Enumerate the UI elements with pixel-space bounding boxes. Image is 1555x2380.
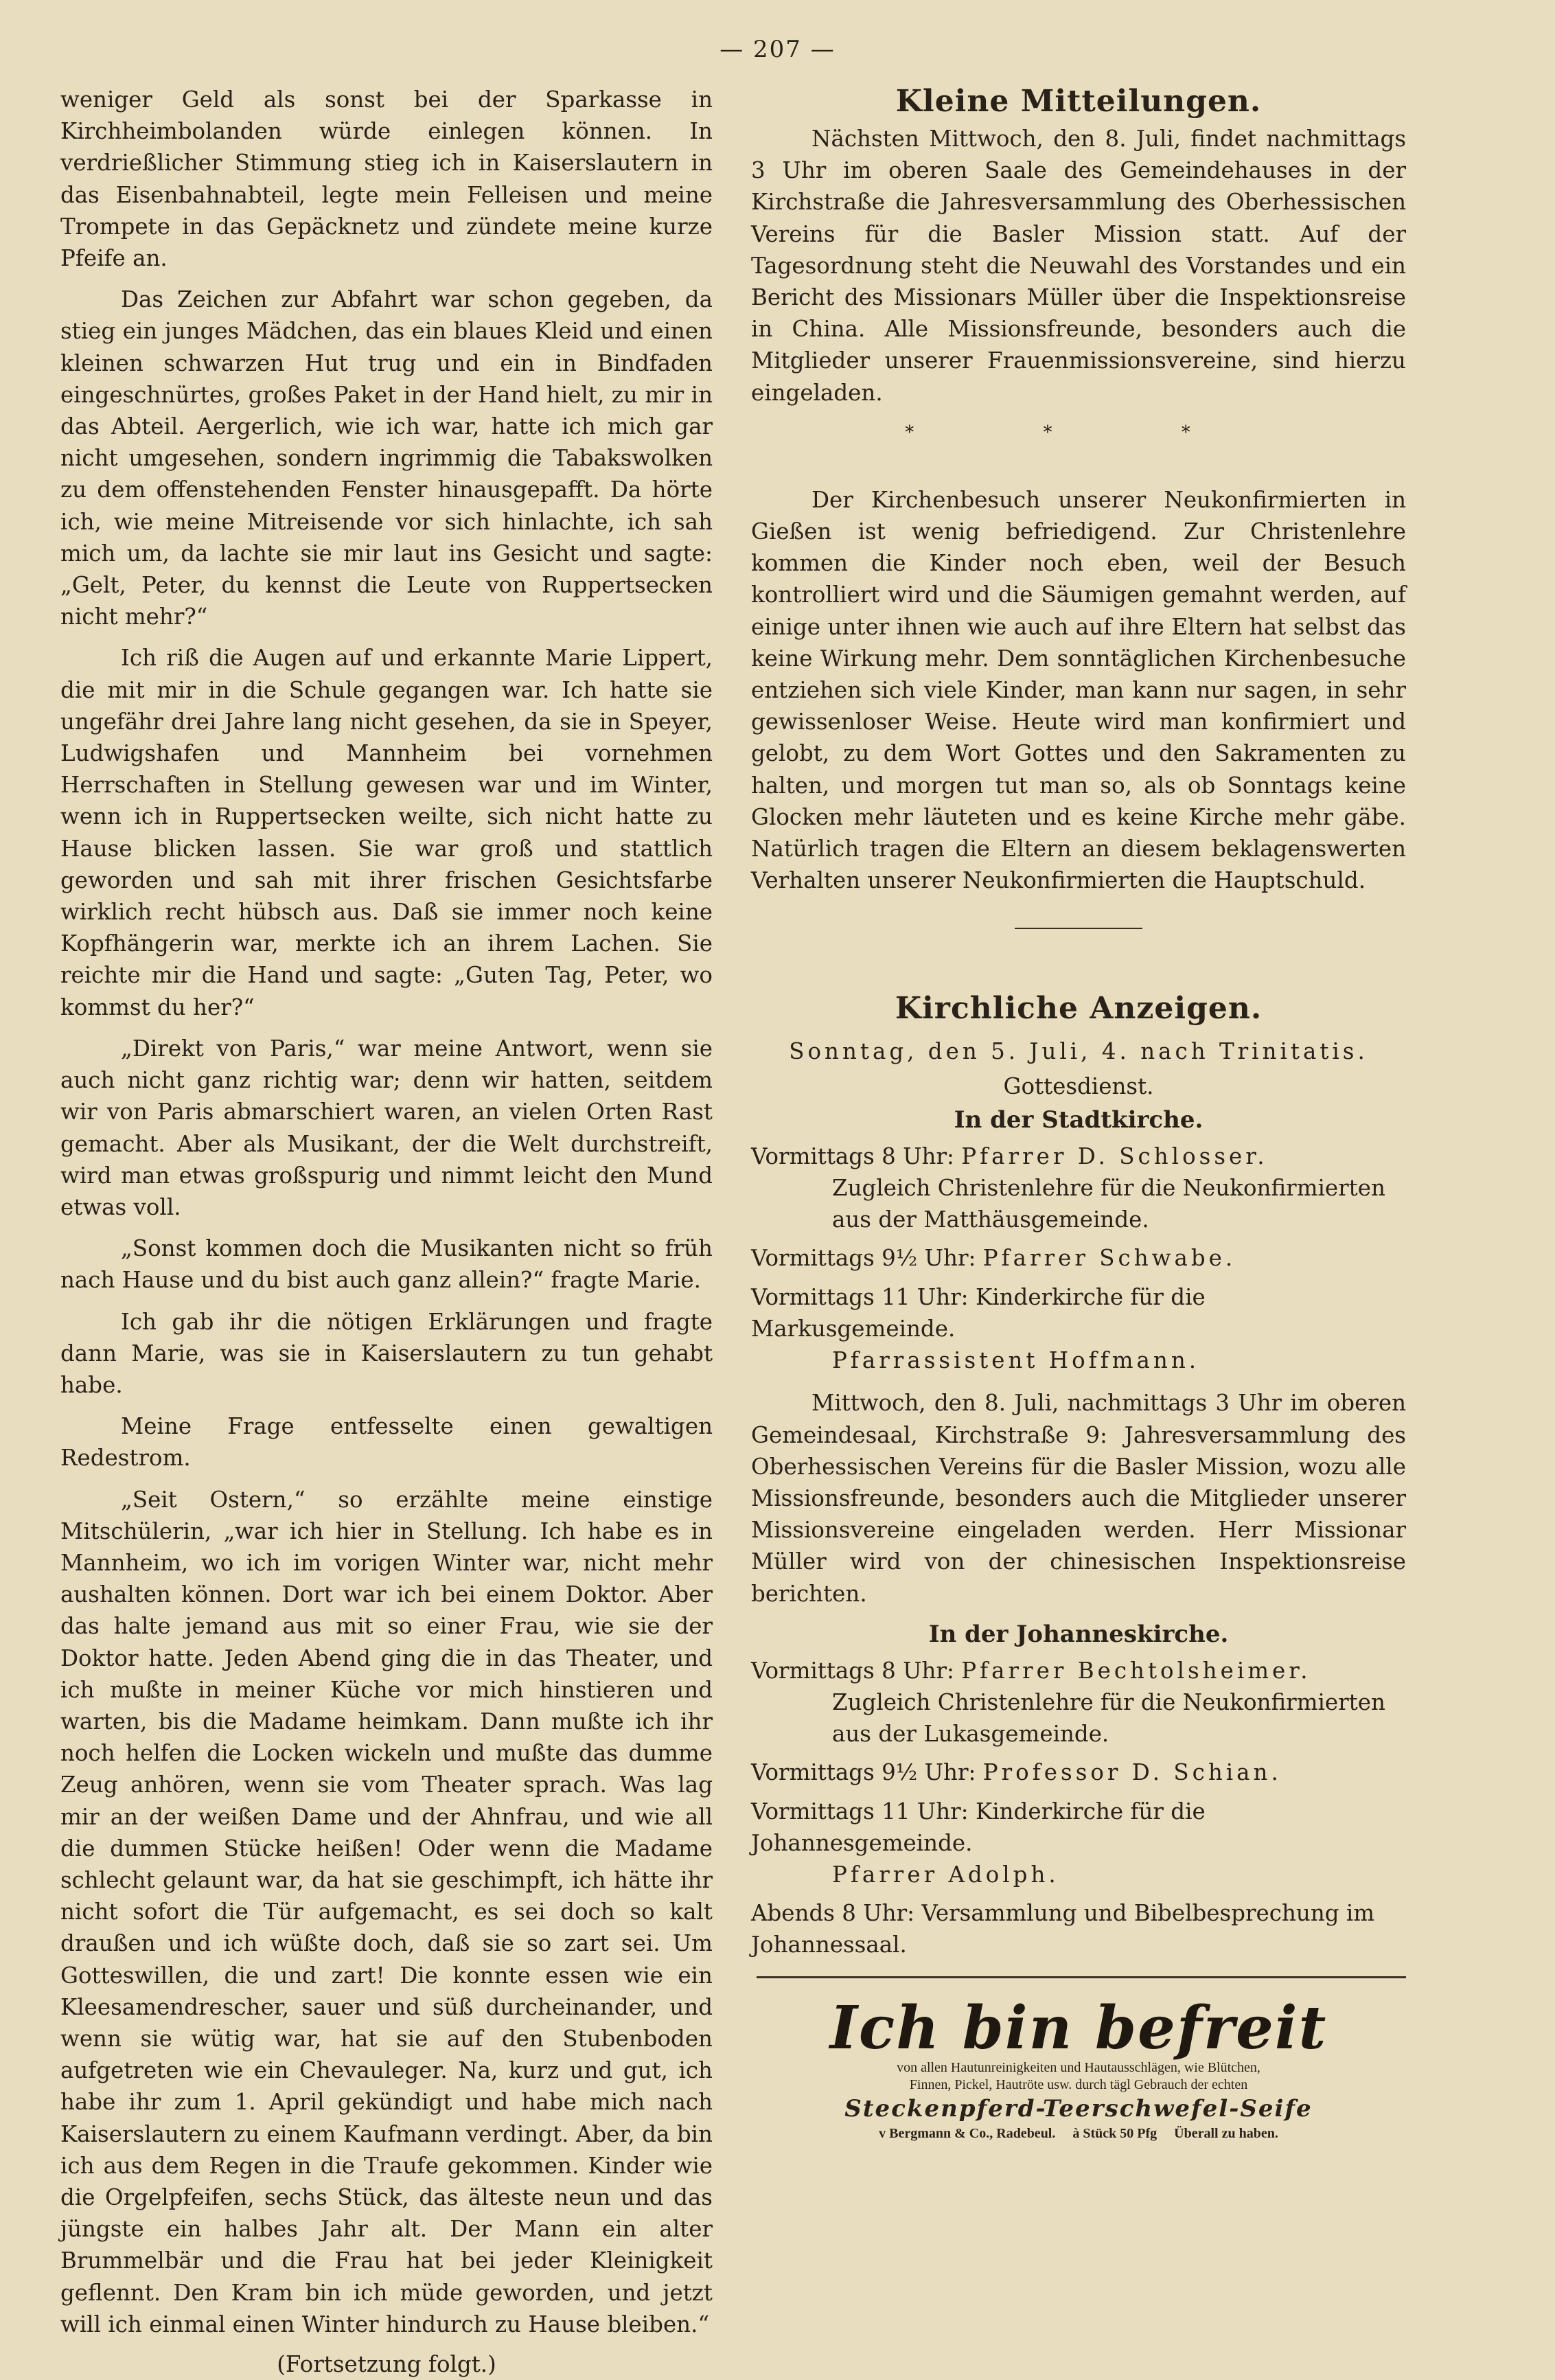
- johanneskirche-heading: In der Johanneskirche.: [928, 1620, 1229, 1648]
- ad-text-line: von allen Hautunreinigkeiten und Hautausschlägen, wie Blütchen,: [897, 2059, 1260, 2075]
- ad-footer: [751, 2124, 1406, 2143]
- service-preacher: Pfarrer D. Schlosser.: [961, 1143, 1268, 1169]
- ad-maker: v Bergmann & Co., Radebeul.: [879, 2125, 1056, 2141]
- service-description: Versammlung und Bibelbesprechung im Johannessaal.: [751, 1900, 1375, 1958]
- ad-headline: Ich bin befreit: [829, 1993, 1328, 2063]
- story-paragraph: „Sonst kommen doch die Musikanten nicht so früh nach Hause und du bist auch ganz allein?“ fragte Marie.: [60, 1235, 713, 1294]
- service-time: Abends 8 Uhr:: [751, 1900, 915, 1927]
- left-column-story: [60, 84, 713, 2380]
- service-preacher: Pfarrer Schwabe.: [982, 1245, 1236, 1272]
- service-entry: [751, 1141, 1406, 1236]
- service-time: Vormittags 9½ Uhr:: [751, 1245, 976, 1272]
- soap-advertisement: [751, 1993, 1406, 2143]
- story-paragraph: Ich riß die Augen auf und erkannte Marie Lippert, die mit mir in die Schule gegangen war. Ich hatte sie ungefähr drei Jahre lang nicht gesehen, da sie in Speyer, Ludwigshafen und Mannheim bei vornehmen Herrschaften in Stellung gewesen war und im Winter, wenn ich in Ruppertsecken weilte, sich nicht hatte zu Hause blicken lassen. Sie war groß und stattlich geworden und sah mit ihrer frischen Gesichtsfarbe wirklich recht hübsch aus. Daß sie immer noch keine Kopfhängerin war, merkte ich an ihrem Lachen. Sie reichte mir die Hand und sagte: „Guten Tag, Peter, wo kommst du her?“: [60, 645, 713, 1020]
- story-paragraph: Meine Frage entfesselte einen gewaltigen Redestrom.: [60, 1413, 713, 1472]
- sunday-date-line: Sonntag, den 5. Juli, 4. nach Trinitatis.: [789, 1038, 1368, 1065]
- small-notices-title: Kleine Mitteilungen.: [895, 84, 1262, 119]
- service-time: Vormittags 8 Uhr:: [751, 1657, 954, 1684]
- story-paragraph: „Seit Ostern,“ so erzählte meine einstige Mitschülerin, „war ich hier in Stellung. Ich habe es in Mannheim, wo ich im vorigen Winter war, nicht mehr aushalten können. Dort war ich bei einem Doktor. Aber das halte jemand aus mit so einer Frau, wie sie der Doktor hatte. Jeden Abend ging die in das Theater, und ich mußte in meiner Küche vor mich hinstieren und warten, bis die Madame heimkam. Dann mußte ich ihr noch helfen die Locken wickeln und mußte das dumme Zeug anhören, wenn sie vom Theater sprach. Was lag mir an der weißen Dame und der Ahnfrau, und wie all die dummen Stücke heißen! Oder wenn die Madame schlecht gelaunt war, da hat sie geschimpft, ich hätte ihr nicht sofort die Tür aufgemacht, es sei doch so kalt draußen und ich wüßte doch, daß sie so zart sei. Um Gotteswillen, die und zart! Die konnte essen wie ein Kleesamendrescher, sauer und süß durcheinander, und wenn sie wütig war, hat sie auf den Stubenboden aufgetreten wie ein Chevauleger. Na, kurz und gut, ich habe ihr zum 1. April gekündigt und habe mich nach Kaiserslautern zu einem Kaufmann verdingt. Aber, da bin ich aus dem Regen in die Traufe gekommen. Kinder wie die Orgelpfeifen, sechs Stück, das älteste neun und das jüngste ein halbes Jahr alt. Der Mann ein alter Brummelbär und die Frau hat bei jeder Kleinigkeit geflennt. Den Kram bin ich müde geworden, und jetzt will ich einmal einen Winter hindurch zu Hause bleiben.“: [60, 1486, 713, 2337]
- service-entry: [751, 1281, 1406, 1377]
- small-notices-section: [751, 84, 1406, 896]
- church-notices-title: Kirchliche Anzeigen.: [895, 991, 1263, 1027]
- story-paragraph: Ich gab ihr die nötigen Erklärungen und fragte dann Marie, was sie in Kaiserslautern zu tun gehabt habe.: [60, 1308, 713, 1398]
- story-paragraph: Das Zeichen zur Abfahrt war schon gegeben, da stieg ein junges Mädchen, das ein blaues Kleid und einen kleinen schwarzen Hut trug und ein in Bindfaden eingeschnürtes, großes Paket in der Hand hielt, zu mir in das Abteil. Aergerlich, wie ich war, hatte ich mich gar nicht umgesehen, sondern ingrimmig die Tabakswolken zu dem offenstehenden Fenster hinausgepafft. Da hörte ich, wie meine Mitreisende vor sich hinlachte, ich sah mich um, da lachte sie mir laut ins Gesicht und sagte: „Gelt, Peter, du kennst die Leute von Ruppertsecken nicht mehr?“: [60, 286, 713, 630]
- service-note: Zugleich Christenlehre für die Neukonfirmierten aus der Lukasgemeinde.: [832, 1689, 1385, 1748]
- confirmands-notice: Der Kirchenbesuch unserer Neukonfirmierten in Gießen ist wenig befriedigend. Zur Christenlehre kommen die Kinder noch eben, weil der Besuch kontrolliert wird und die Säumigen gemahnt werden, auf einige unter ihnen wie auch auf ihre Eltern hat selbst das keine Wirkung mehr. Dem sonntäglichen Kirchenbesuche entziehen sich viele Kinder, man kann nur sagen, in sehr gewissenloser Weise. Heute wird man konfirmiert und gelobt, zu dem Wort Gottes und den Sakramenten zu halten, und morgen tut man so, als ob Sonntags keine Glocken mehr läuteten und es keine Kirche mehr gäbe. Natürlich tragen die Eltern an diesem beklagenswerten Verhalten unserer Neukonfirmierten die Hauptschuld.: [751, 486, 1406, 894]
- story-paragraph: weniger Geld als sonst bei der Sparkasse in Kirchheimbolanden würde einlegen können. In verdrießlicher Stimmung stieg ich in Kaiserslautern in das Eisenbahnabteil, legte mein Felleisen und meine Trompete in das Gepäcknetz und zündete meine kurze Pfeife an.: [60, 87, 713, 272]
- story-paragraph: „Direkt von Paris,“ war meine Antwort, wenn sie auch nicht ganz richtig war; denn wir hatten, seitdem wir von Paris abmarschiert waren, an vielen Orten Rast gemacht. Aber als Musikant, der die Welt durchstreift, wird man etwas großspurig und nimmt leicht den Mund etwas voll.: [60, 1035, 713, 1220]
- service-description: Kinderkirche für die Markusgemeinde.: [751, 1283, 1206, 1342]
- service-preacher: Pfarrer Bechtolsheimer.: [961, 1657, 1311, 1684]
- ad-price: à Stück 50 Pfg: [1072, 2125, 1157, 2141]
- church-notices-section: [751, 991, 1406, 1960]
- service-entry: [751, 1242, 1406, 1274]
- mission-notice: Nächsten Mittwoch, den 8. Juli, findet nachmittags 3 Uhr im oberen Saale des Gemeindehauses in der Kirchstraße die Jahresversammlung des Oberhessischen Vereins für die Basler Mission statt. Auf der Tagesordnung steht die Neuwahl des Vorstandes und ein Bericht des Missionars Müller über die Inspektionsreise in China. Alle Missionsfreunde, besonders auch die Mitglieder unserer Frauenmissionsvereine, sind hierzu eingeladen.: [751, 126, 1406, 406]
- service-time: Vormittags 9½ Uhr:: [751, 1759, 976, 1786]
- service-preacher: Professor D. Schian.: [982, 1759, 1282, 1786]
- divider: [1015, 928, 1142, 929]
- ad-text-line: Finnen, Pickel, Hautröte usw. durch tägl Gebrauch der echten: [909, 2076, 1248, 2092]
- service-time: Vormittags 11 Uhr:: [751, 1283, 969, 1310]
- ad-availability: Überall zu haben.: [1174, 2125, 1278, 2141]
- ad-product-name: Steckenpferd-Teerschwefel-Seife: [844, 2094, 1313, 2122]
- service-description: Kinderkirche für die Johannesgemeinde.: [751, 1798, 1206, 1856]
- right-column: [751, 84, 1406, 2143]
- service-entry: [751, 1897, 1406, 1960]
- page-number: — 207 —: [719, 36, 836, 63]
- service-note: Pfarrassistent Hoffmann.: [832, 1347, 1200, 1374]
- service-note: Pfarrer Adolph.: [832, 1861, 1059, 1888]
- section-stars: * * *: [905, 422, 1252, 443]
- service-time: Vormittags 8 Uhr:: [751, 1143, 954, 1169]
- service-entry: [751, 1655, 1406, 1750]
- service-entry: [751, 1757, 1406, 1788]
- service-label: Gottesdienst.: [1003, 1073, 1154, 1099]
- divider: [757, 1976, 1406, 1978]
- stadtkirche-heading: In der Stadtkirche.: [954, 1106, 1203, 1134]
- continued-note: (Fortsetzung folgt.): [277, 2351, 496, 2378]
- service-time: Vormittags 11 Uhr:: [751, 1798, 969, 1824]
- service-entry: [751, 1796, 1406, 1891]
- wednesday-meeting-notice: Mittwoch, den 8. Juli, nachmittags 3 Uhr im oberen Gemeindesaal, Kirchstraße 9: Jahresversammlung des Oberhessischen Vereins für die Basler Mission, wozu alle Missionsfreunde, besonders auch die Mitglieder unserer Missionsvereine eingeladen werden. Herr Missionar Müller wird von der chinesischen Inspektionsreise berichten.: [751, 1390, 1406, 1607]
- service-note: Zugleich Christenlehre für die Neukonfirmierten aus der Matthäusgemeinde.: [832, 1175, 1385, 1233]
